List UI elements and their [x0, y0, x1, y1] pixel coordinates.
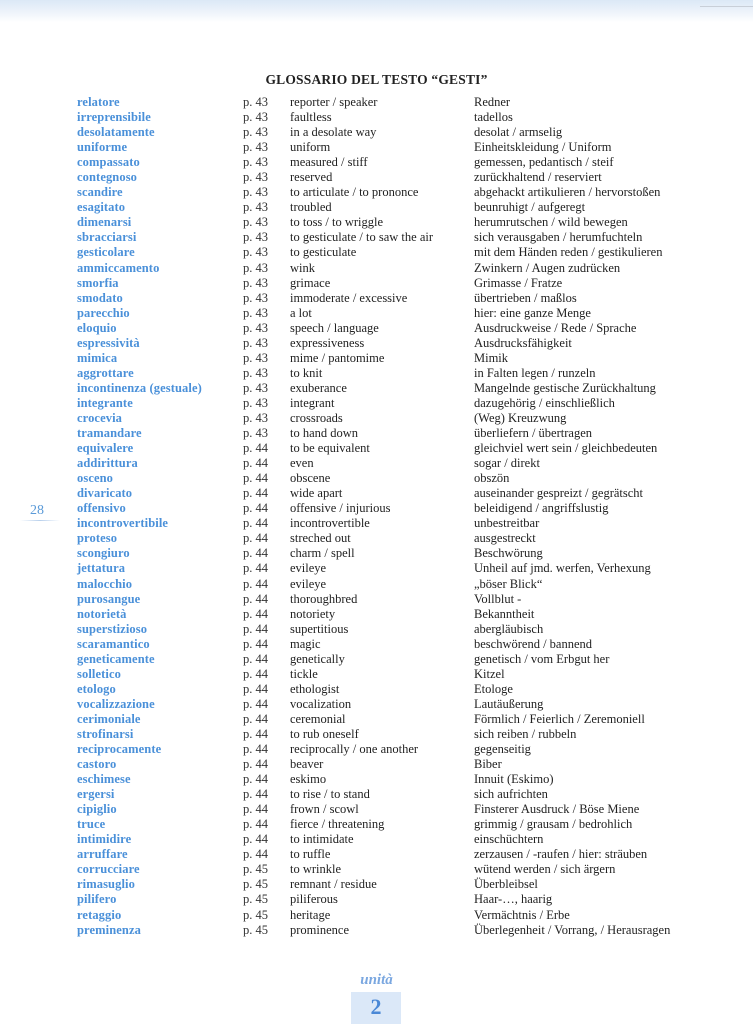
german-translation: Einheitskleidung / Uniform	[474, 140, 612, 155]
italian-term: divaricato	[77, 486, 133, 501]
page-reference: p. 43	[243, 170, 268, 185]
italian-term: scaramantico	[77, 636, 150, 651]
italian-term: cerimoniale	[77, 711, 141, 726]
glossary-row	[0, 832, 753, 847]
italian-term: corrucciare	[77, 862, 140, 877]
italian-term: crocevia	[77, 410, 122, 425]
german-translation: Vollblut -	[474, 591, 522, 606]
german-translation: „böser Blick“	[474, 576, 543, 591]
english-translation: mime / pantomime	[290, 350, 385, 365]
glossary-row	[0, 155, 753, 170]
italian-term: offensivo	[77, 501, 126, 516]
english-translation: immoderate / excessive	[290, 290, 408, 305]
english-translation: to hand down	[290, 426, 359, 441]
english-translation: troubled	[290, 200, 332, 215]
glossary-row	[0, 637, 753, 652]
german-translation: Redner	[474, 95, 511, 109]
glossary-row	[0, 95, 753, 110]
english-translation: fierce / threatening	[290, 817, 385, 832]
italian-term: ergersi	[77, 787, 115, 802]
glossary-row	[0, 577, 753, 592]
english-translation: grimace	[290, 275, 331, 290]
glossary-row	[0, 456, 753, 471]
page-reference: p. 43	[243, 335, 268, 350]
glossary-row	[0, 592, 753, 607]
english-translation: charm / spell	[290, 546, 355, 561]
glossary-row	[0, 396, 753, 411]
page-reference: p. 44	[243, 832, 268, 847]
italian-term: esagitato	[77, 200, 126, 215]
glossary-row	[0, 441, 753, 456]
english-translation: a lot	[290, 305, 312, 320]
glossary-row	[0, 697, 753, 712]
english-translation: streched out	[290, 531, 351, 546]
german-translation: sich reiben / rubbeln	[474, 726, 577, 741]
english-translation: piliferous	[290, 892, 338, 907]
german-translation: hier: eine ganze Menge	[474, 305, 591, 320]
page-reference: p. 44	[243, 486, 268, 501]
page-reference: p. 43	[243, 350, 268, 365]
german-translation: Innuit (Eskimo)	[474, 772, 554, 787]
english-translation: measured / stiff	[290, 155, 368, 170]
glossary-row	[0, 381, 753, 396]
english-translation: eskimo	[290, 772, 327, 787]
glossary-row	[0, 892, 753, 907]
top-rule	[700, 6, 753, 7]
german-translation: Vermächtnis / Erbe	[474, 907, 570, 922]
german-translation: Mimik	[474, 350, 509, 365]
glossary-row	[0, 366, 753, 381]
page-reference: p. 44	[243, 636, 268, 651]
english-translation: heritage	[290, 907, 331, 922]
glossary-row	[0, 230, 753, 245]
german-translation: abergläubisch	[474, 621, 544, 636]
italian-term: geneticamente	[77, 651, 155, 666]
glossary-row	[0, 245, 753, 260]
english-translation: thoroughbred	[290, 591, 358, 606]
english-translation: to ruffle	[290, 847, 331, 862]
italian-term: etologo	[77, 681, 116, 696]
german-translation: sich verausgaben / herumfuchteln	[474, 230, 643, 245]
italian-term: tramandare	[77, 426, 142, 441]
german-translation: auseinander gespreizt / gegrätscht	[474, 486, 644, 501]
italian-term: smorfia	[77, 275, 119, 290]
italian-term: aggrottare	[77, 365, 134, 380]
german-translation: tadellos	[474, 110, 513, 125]
glossary-row	[0, 682, 753, 697]
english-translation: in a desolate way	[290, 125, 377, 140]
page-reference: p. 43	[243, 95, 268, 109]
german-translation: grimmig / grausam / bedrohlich	[474, 817, 633, 832]
italian-term: intimidire	[77, 832, 132, 847]
glossary-row	[0, 170, 753, 185]
german-translation: mit dem Händen reden / gestikulieren	[474, 245, 663, 260]
english-translation: prominence	[290, 922, 350, 937]
italian-term: compassato	[77, 155, 140, 170]
german-translation: desolat / armselig	[474, 125, 563, 140]
italian-term: scandire	[77, 185, 123, 200]
page-reference: p. 43	[243, 155, 268, 170]
german-translation: Finsterer Ausdruck / Böse Miene	[474, 802, 640, 817]
page-reference: p. 44	[243, 726, 268, 741]
page-reference: p. 44	[243, 772, 268, 787]
page-reference: p. 44	[243, 546, 268, 561]
page-reference: p. 44	[243, 561, 268, 576]
glossary-row	[0, 772, 753, 787]
english-translation: remnant / residue	[290, 877, 377, 892]
german-translation: Ausdrucksfähigkeit	[474, 335, 572, 350]
italian-term: incontrovertibile	[77, 516, 169, 531]
english-translation: tickle	[290, 666, 318, 681]
english-translation: to rise / to stand	[290, 787, 370, 802]
page-reference: p. 44	[243, 471, 268, 486]
italian-term: dimenarsi	[77, 215, 132, 230]
italian-term: eloquio	[77, 320, 117, 335]
page-reference: p. 44	[243, 576, 268, 591]
english-translation: genetically	[290, 651, 345, 666]
page-reference: p. 43	[243, 426, 268, 441]
german-translation: dazugehörig / einschließlich	[474, 395, 615, 410]
page-reference: p. 44	[243, 456, 268, 471]
italian-term: addirittura	[77, 456, 138, 471]
german-translation: sogar / direkt	[474, 456, 540, 471]
glossary-row	[0, 817, 753, 832]
glossary-row	[0, 426, 753, 441]
english-translation: speech / language	[290, 320, 379, 335]
unit-label: unità	[360, 972, 393, 988]
german-translation: gleichviel wert sein / gleichbedeuten	[474, 441, 658, 456]
glossary-row	[0, 787, 753, 802]
page-reference: p. 43	[243, 230, 268, 245]
italian-term: osceno	[77, 471, 114, 486]
english-translation: to intimidate	[290, 832, 354, 847]
page-reference: p. 43	[243, 260, 268, 275]
glossary-row	[0, 351, 753, 366]
german-translation: abgehackt artikulieren / hervorstoßen	[474, 185, 661, 200]
english-translation: reporter / speaker	[290, 95, 378, 109]
english-translation: to rub oneself	[290, 726, 359, 741]
italian-term: vocalizzazione	[77, 696, 155, 711]
german-translation: Kitzel	[474, 666, 505, 681]
german-translation: einschüchtern	[474, 832, 544, 847]
english-translation: even	[290, 456, 314, 471]
page-reference: p. 45	[243, 862, 268, 877]
glossary-row	[0, 667, 753, 682]
glossary-row	[0, 411, 753, 426]
german-translation: genetisch / vom Erbgut her	[474, 651, 610, 666]
italian-term: castoro	[77, 757, 117, 772]
italian-term: relatore	[77, 95, 120, 109]
glossary-row	[0, 336, 753, 351]
top-band	[0, 0, 753, 22]
english-translation: evileye	[290, 561, 327, 576]
italian-term: contegnoso	[77, 170, 138, 185]
german-translation: Bekanntheit	[474, 606, 535, 621]
german-translation: sich aufrichten	[474, 787, 548, 802]
page-reference: p. 44	[243, 847, 268, 862]
page-reference: p. 44	[243, 606, 268, 621]
page-reference: p. 43	[243, 185, 268, 200]
italian-term: reciprocamente	[77, 742, 162, 757]
english-translation: to toss / to wriggle	[290, 215, 384, 230]
german-translation: zerzausen / -raufen / hier: sträuben	[474, 847, 648, 862]
german-translation: gemessen, pedantisch / steif	[474, 155, 614, 170]
german-translation: beschwörend / bannend	[474, 636, 593, 651]
english-translation: magic	[290, 636, 321, 651]
german-translation: gegenseitig	[474, 742, 531, 757]
page-reference: p. 45	[243, 877, 268, 892]
german-translation: Zwinkern / Augen zudrücken	[474, 260, 621, 275]
english-translation: incontrovertible	[290, 516, 370, 531]
italian-term: eschimese	[77, 772, 131, 787]
english-translation: frown / scowl	[290, 802, 359, 817]
page-reference: p. 43	[243, 395, 268, 410]
page-reference: p. 44	[243, 681, 268, 696]
glossary-row	[0, 877, 753, 892]
page-reference: p. 44	[243, 696, 268, 711]
glossary-row	[0, 486, 753, 501]
glossary-title: GLOSSARIO DEL TESTO “GESTI”	[265, 72, 488, 87]
italian-term: proteso	[77, 531, 118, 546]
page-reference: p. 44	[243, 651, 268, 666]
english-translation: reciprocally / one another	[290, 742, 419, 757]
german-translation: ausgestreckt	[474, 531, 536, 546]
english-translation: expressiveness	[290, 335, 365, 350]
italian-term: superstizioso	[77, 621, 148, 636]
german-translation: in Falten legen / runzeln	[474, 365, 596, 380]
german-translation: beleidigend / angriffslustig	[474, 501, 609, 516]
english-translation: to be equivalent	[290, 441, 370, 456]
german-translation: Mangelnde gestische Zurückhaltung	[474, 380, 656, 395]
italian-term: purosangue	[77, 591, 141, 606]
english-translation: to articulate / to prononce	[290, 185, 419, 200]
english-translation: beaver	[290, 757, 324, 772]
unit-number: 2	[370, 994, 382, 1019]
page-reference: p. 44	[243, 742, 268, 757]
english-translation: to knit	[290, 365, 323, 380]
german-translation: Förmlich / Feierlich / Zeremoniell	[474, 711, 645, 726]
german-translation: Biber	[474, 757, 502, 772]
page-reference: p. 43	[243, 380, 268, 395]
english-translation: ceremonial	[290, 711, 346, 726]
german-translation: Unheil auf jmd. werfen, Verhexung	[474, 561, 651, 576]
italian-term: preminenza	[77, 922, 141, 937]
glossary-row	[0, 321, 753, 336]
glossary-row	[0, 862, 753, 877]
page-reference: p. 43	[243, 365, 268, 380]
italian-term: espressività	[77, 335, 140, 350]
german-translation: obszön	[474, 471, 510, 486]
page-number: 28	[30, 503, 44, 518]
german-translation: Haar-…, haarig	[474, 892, 553, 907]
german-translation: zurückhaltend / reserviert	[474, 170, 602, 185]
page-reference: p. 45	[243, 922, 268, 937]
german-translation: Grimasse / Fratze	[474, 275, 563, 290]
english-translation: to gesticulate	[290, 245, 357, 260]
italian-term: desolatamente	[77, 125, 155, 140]
glossary-row	[0, 110, 753, 125]
glossary-row	[0, 622, 753, 637]
glossary-row	[0, 185, 753, 200]
german-translation: Beschwörung	[474, 546, 543, 561]
page-reference: p. 43	[243, 245, 268, 260]
glossary-row	[0, 531, 753, 546]
english-translation: notoriety	[290, 606, 336, 621]
page-reference: p. 43	[243, 320, 268, 335]
glossary-list	[0, 95, 753, 938]
glossary-row	[0, 908, 753, 923]
english-translation: faultless	[290, 110, 332, 125]
page-reference: p. 43	[243, 110, 268, 125]
english-translation: wink	[290, 260, 315, 275]
page-reference: p. 43	[243, 410, 268, 425]
page-reference: p. 44	[243, 711, 268, 726]
italian-term: smodato	[77, 290, 123, 305]
english-translation: to wrinkle	[290, 862, 342, 877]
page-reference: p. 43	[243, 125, 268, 140]
italian-term: incontinenza (gestuale)	[77, 380, 202, 395]
page-reference: p. 43	[243, 305, 268, 320]
italian-term: irreprensibile	[77, 110, 151, 125]
page-reference: p. 44	[243, 591, 268, 606]
glossary-row	[0, 140, 753, 155]
page-reference: p. 45	[243, 907, 268, 922]
german-translation: Überbleibsel	[474, 877, 538, 892]
glossary-row	[0, 802, 753, 817]
glossary-row	[0, 652, 753, 667]
english-translation: integrant	[290, 395, 335, 410]
glossary-row	[0, 847, 753, 862]
english-translation: offensive / injurious	[290, 501, 391, 516]
german-translation: Etologe	[474, 681, 513, 696]
german-translation: Ausdruckweise / Rede / Sprache	[474, 320, 637, 335]
italian-term: strofinarsi	[77, 726, 134, 741]
page-reference: p. 44	[243, 441, 268, 456]
german-translation: Lautäußerung	[474, 696, 544, 711]
page-reference: p. 43	[243, 200, 268, 215]
italian-term: integrante	[77, 395, 133, 410]
english-translation: vocalization	[290, 696, 352, 711]
italian-term: uniforme	[77, 140, 128, 155]
italian-term: gesticolare	[77, 245, 135, 260]
glossary-row	[0, 516, 753, 531]
page-reference: p. 45	[243, 892, 268, 907]
page-reference: p. 44	[243, 787, 268, 802]
glossary-row	[0, 306, 753, 321]
german-translation: unbestreitbar	[474, 516, 540, 531]
glossary-row	[0, 276, 753, 291]
glossary-row	[0, 291, 753, 306]
italian-term: equivalere	[77, 441, 134, 456]
italian-term: scongiuro	[77, 546, 130, 561]
italian-term: cipiglio	[77, 802, 117, 817]
english-translation: obscene	[290, 471, 331, 486]
english-translation: exuberance	[290, 380, 347, 395]
glossary-row	[0, 727, 753, 742]
english-translation: evileye	[290, 576, 327, 591]
page-reference: p. 44	[243, 516, 268, 531]
german-translation: beunruhigt / aufgeregt	[474, 200, 586, 215]
italian-term: mimica	[77, 350, 118, 365]
german-translation: Überlegenheit / Vorrang, / Herausragen	[474, 922, 671, 937]
glossary-row	[0, 561, 753, 576]
page-reference: p. 44	[243, 666, 268, 681]
italian-term: sbracciarsi	[77, 230, 137, 245]
italian-term: jettatura	[77, 561, 126, 576]
page-reference: p. 44	[243, 621, 268, 636]
german-translation: herumrutschen / wild bewegen	[474, 215, 628, 230]
page-reference: p. 43	[243, 275, 268, 290]
page-number-underline	[20, 520, 60, 521]
glossary-row	[0, 742, 753, 757]
italian-term: ammiccamento	[77, 260, 160, 275]
page-reference: p. 43	[243, 215, 268, 230]
italian-term: pilifero	[77, 892, 117, 907]
english-translation: reserved	[290, 170, 333, 185]
german-translation: übertrieben / maßlos	[474, 290, 577, 305]
english-translation: wide apart	[290, 486, 343, 501]
glossary-row	[0, 607, 753, 622]
page-reference: p. 44	[243, 531, 268, 546]
italian-term: notorietà	[77, 606, 127, 621]
italian-term: malocchio	[77, 576, 133, 591]
english-translation: crossroads	[290, 410, 343, 425]
english-translation: ethologist	[290, 681, 340, 696]
glossary-row	[0, 471, 753, 486]
italian-term: retaggio	[77, 907, 122, 922]
italian-term: solletico	[77, 666, 121, 681]
english-translation: to gesticulate / to saw the air	[290, 230, 434, 245]
glossary-row	[0, 261, 753, 276]
glossary-row	[0, 923, 753, 938]
page-reference: p. 44	[243, 817, 268, 832]
german-translation: wütend werden / sich ärgern	[474, 862, 616, 877]
glossary-row	[0, 546, 753, 561]
page-reference: p. 44	[243, 757, 268, 772]
page-reference: p. 43	[243, 140, 268, 155]
page-reference: p. 44	[243, 501, 268, 516]
glossary-row	[0, 200, 753, 215]
page-reference: p. 44	[243, 802, 268, 817]
glossary-row	[0, 757, 753, 772]
italian-term: truce	[77, 817, 106, 832]
page-reference: p. 43	[243, 290, 268, 305]
italian-term: parecchio	[77, 305, 130, 320]
glossary-row	[0, 712, 753, 727]
glossary-row	[0, 215, 753, 230]
german-translation: überliefern / übertragen	[474, 426, 592, 441]
italian-term: arruffare	[77, 847, 128, 862]
english-translation: supertitious	[290, 621, 349, 636]
english-translation: uniform	[290, 140, 331, 155]
italian-term: rimasuglio	[77, 877, 135, 892]
glossary-row	[0, 501, 753, 516]
glossary-row	[0, 125, 753, 140]
german-translation: (Weg) Kreuzwung	[474, 410, 567, 425]
